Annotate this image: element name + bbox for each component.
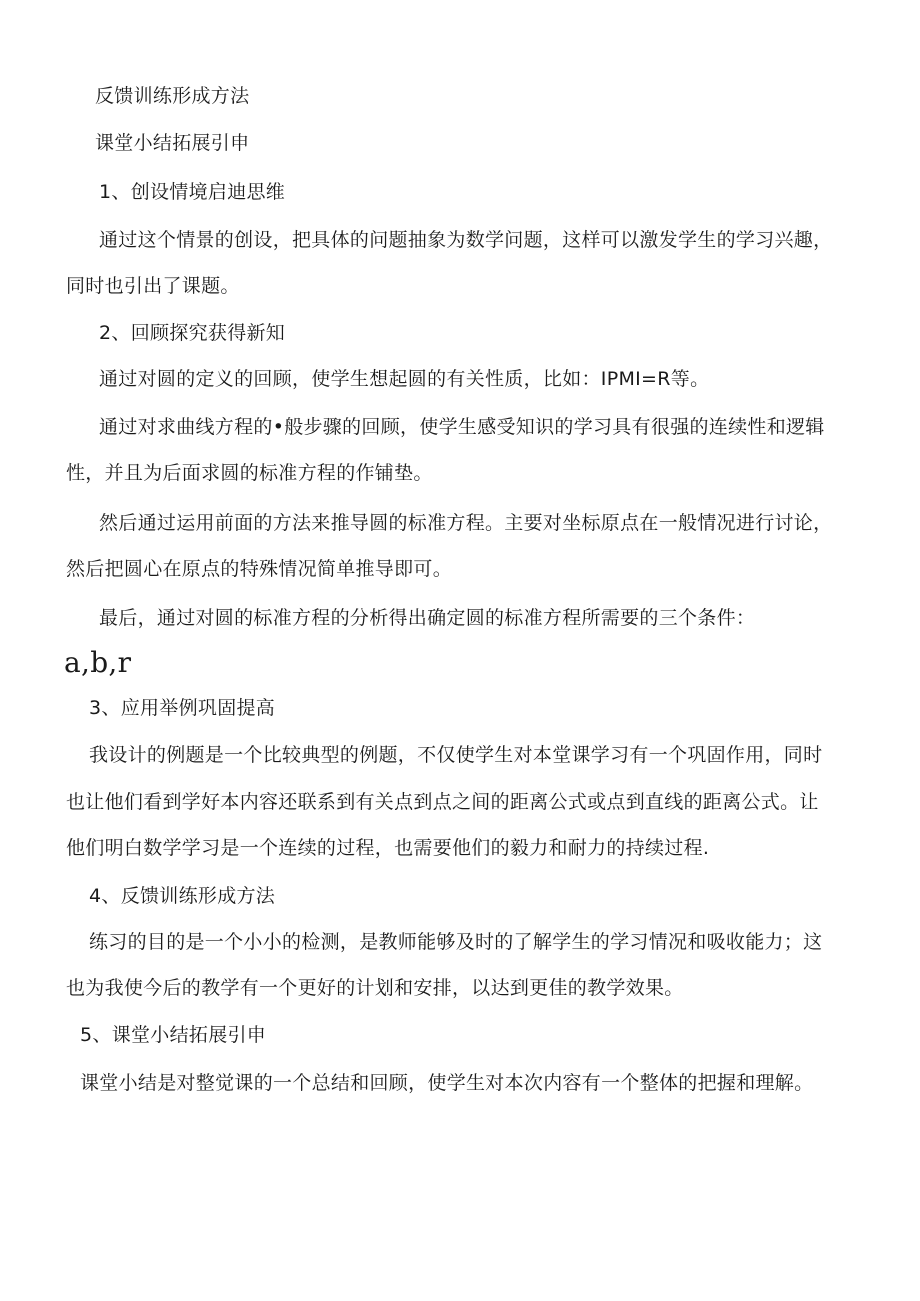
section-2-paragraph-3-line-1: 然后通过运用前面的方法来推导圆的标准方程。主要对坐标原点在一般情况进行讨论， <box>99 512 833 534</box>
section-1-title: 1、创设情境启迪思维 <box>99 181 286 203</box>
section-3-paragraph-line-3: 他们明白数学学习是一个连续的过程，也需要他们的毅力和耐力的持续过程. <box>66 837 710 859</box>
section-3-title: 3、应用举例巩固提高 <box>89 697 276 719</box>
section-1-paragraph-line-2: 同时也引出了课题。 <box>66 275 240 297</box>
section-1-paragraph-line-1: 通过这个情景的创设，把具体的问题抽象为数学问题，这样可以激发学生的学习兴趣， <box>99 229 833 251</box>
section-4-title: 4、反馈训练形成方法 <box>89 885 276 907</box>
section-2-paragraph-3-line-2: 然后把圆心在原点的特殊情况简单推导即可。 <box>66 558 453 580</box>
section-2-paragraph-4-line-1: 最后，通过对圆的标准方程的分析得出确定圆的标准方程所需要的三个条件： <box>99 607 756 629</box>
section-2-paragraph-2-line-2: 性，并且为后面求圆的标准方程的作铺垫。 <box>66 462 433 484</box>
section-5-paragraph: 课堂小结是对整觉课的一个总结和回顾，使学生对本次内容有一个整体的把握和理解。 <box>80 1072 814 1094</box>
section-2-paragraph-1: 通过对圆的定义的回顾，使学生想起圆的有关性质，比如：IPMI=R等。 <box>99 368 710 390</box>
heading-class-summary: 课堂小结拓展引申 <box>95 132 250 154</box>
heading-feedback-training: 反馈训练形成方法 <box>95 85 250 107</box>
section-4-paragraph-line-2: 也为我使今后的教学有一个更好的计划和安排，以达到更佳的教学效果。 <box>66 977 684 999</box>
section-5-title: 5、课堂小结拓展引申 <box>80 1024 267 1046</box>
section-4-paragraph-line-1: 练习的目的是一个小小的检测，是教师能够及时的了解学生的学习情况和吸收能力；这 <box>89 931 823 953</box>
section-3-paragraph-line-2: 也让他们看到学好本内容还联系到有关点到点之间的距离公式或点到直线的距离公式。让 <box>66 791 819 813</box>
section-2-title: 2、回顾探究获得新知 <box>99 322 286 344</box>
section-2-paragraph-2-line-1: 通过对求曲线方程的•般步骤的回顾，使学生感受知识的学习具有很强的连续性和逻辑 <box>99 416 825 438</box>
section-2-paragraph-4-variables: a,b,r <box>64 646 132 679</box>
section-3-paragraph-line-1: 我设计的例题是一个比较典型的例题，不仅使学生对本堂课学习有一个巩固作用，同时 <box>89 744 823 766</box>
